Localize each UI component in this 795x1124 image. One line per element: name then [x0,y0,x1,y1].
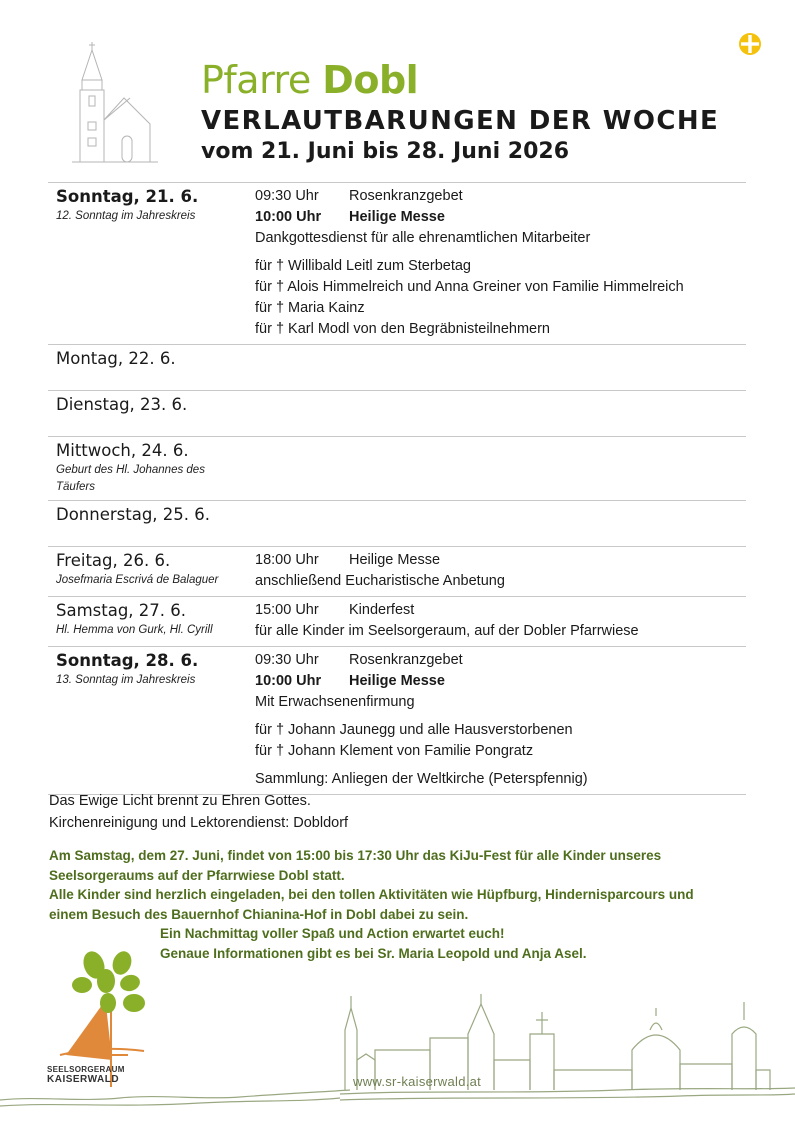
liturgical-note: Geburt des Hl. Johannes des [56,464,205,476]
day-name: Dienstag, 23. 6. [56,395,188,414]
note-line: Kirchenreinigung und Lektorendienst: Dobldorf [49,815,349,831]
event-line [255,186,746,207]
day-column [48,186,255,340]
event-text: für † Karl Modl von den Begräbnisteilnehmern [255,321,550,337]
day-row [48,183,746,345]
day-name: Freitag, 26. 6. [56,551,171,570]
event-text: für † Willibald Leitl zum Sterbetag [255,258,471,274]
event-text: Heilige Messe [349,209,445,225]
liturgical-note: Josefmaria Escrivá de Balaguer [56,574,219,586]
announcement-line: Am Samstag, dem 27. Juni, findet von 15:00 bis 17:30 Uhr das KiJu-Fest für alle Kinder unseres [49,848,662,863]
event-text: Mit Erwachsenenfirmung [255,694,415,710]
website-link[interactable]: www.sr-kaiserwald.at [353,1074,482,1089]
day-row [48,597,746,647]
event-line [255,650,746,671]
day-column [48,348,255,386]
events-column [255,600,746,642]
announcement-line: Ein Nachmittag voller Spaß und Action erwartet euch! [160,926,505,941]
day-name: Sonntag, 21. 6. [56,187,199,206]
event-time: 15:00 Uhr [255,602,319,618]
event-line [255,571,746,592]
event-line [255,769,746,790]
event-text: für † Alois Himmelreich und Anna Greiner von Familie Himmelreich [255,279,684,295]
day-column [48,550,255,592]
parish-prefix: Pfarre [201,58,311,102]
event-time: 10:00 Uhr [255,673,322,689]
announcement-line: Seelsorgeraums auf der Pfarrwiese Dobl statt. [49,867,345,883]
event-line [255,692,746,713]
event-line [255,207,746,228]
events-column [255,348,746,386]
logo-wordmark-bottom: KAISERWALD [47,1074,120,1085]
day-column [48,440,255,496]
day-column [48,650,255,790]
spacer [255,249,746,256]
page-header [201,58,719,167]
events-column [255,650,746,790]
event-text: für † Johann Jaunegg und alle Hausverstorbenen [255,722,573,738]
event-line [255,671,746,692]
spacer [255,713,746,720]
general-notes [49,790,348,834]
event-line [255,298,746,319]
church-icon [72,40,158,168]
liturgical-note: Täufers [56,481,95,493]
event-time: 18:00 Uhr [255,552,319,568]
event-text: Rosenkranzgebet [349,188,463,204]
parish-title [201,58,719,102]
liturgical-note: Hl. Hemma von Gurk, Hl. Cyrill [56,624,213,636]
event-text: Heilige Messe [349,673,445,689]
day-row [48,647,746,795]
diocese-cross-logo [738,32,762,56]
day-name: Samstag, 27. 6. [56,601,187,620]
spacer [255,762,746,769]
announcement-line: Genaue Informationen gibt es bei Sr. Maria Leopold und Anja Asel. [160,945,587,961]
event-text: Kinderfest [349,602,415,618]
events-column [255,504,746,542]
weekly-schedule [48,182,746,795]
event-time: 09:30 Uhr [255,188,319,204]
event-line [255,319,746,340]
event-line [255,741,746,762]
event-text: für alle Kinder im Seelsorgeraum, auf der Dobler Pfarrwiese [255,623,639,639]
event-line [255,228,746,249]
day-row [48,391,746,437]
event-line [255,720,746,741]
event-text: Rosenkranzgebet [349,652,463,668]
announcement-line: einem Besuch des Bauernhof Chianina-Hof in Dobl dabei zu sein. [49,906,469,922]
day-column [48,504,255,542]
day-name: Donnerstag, 25. 6. [56,505,211,524]
day-row [48,501,746,547]
events-column [255,394,746,432]
event-line [255,550,746,571]
parish-name: Dobl [322,58,419,102]
day-name: Montag, 22. 6. [56,349,176,368]
event-text: für † Maria Kainz [255,300,365,316]
event-time: 10:00 Uhr [255,209,322,225]
event-text: für † Johann Klement von Familie Pongratz [255,743,534,759]
day-column [48,600,255,642]
day-name: Sonntag, 28. 6. [56,651,199,670]
day-row [48,345,746,391]
events-column [255,186,746,340]
logo-wordmark-top: SEELSORGERAUM [47,1065,125,1074]
event-text: Sammlung: Anliegen der Weltkirche (Peterspfennig) [255,771,588,787]
note-line: Das Ewige Licht brennt zu Ehren Gottes. [49,793,311,809]
page-title: VERLAUTBARUNGEN DER WOCHE [201,106,720,136]
event-text: Dankgottesdienst für alle ehrenamtlichen Mitarbeiter [255,230,591,246]
announcement-line: Alle Kinder sind herzlich eingeladen, bei den tollen Aktivitäten wie Hüpfburg, Hindernisparcours und [49,887,694,902]
event-line [255,256,746,277]
event-line [255,621,746,642]
events-column [255,440,746,496]
day-column [48,394,255,432]
day-row [48,437,746,501]
date-range: vom 21. Juni bis 28. Juni 2026 [201,139,569,164]
liturgical-note: 13. Sonntag im Jahreskreis [56,674,196,686]
event-line [255,600,746,621]
event-line [255,277,746,298]
event-text: Heilige Messe [349,552,441,568]
event-time: 09:30 Uhr [255,652,319,668]
day-row [48,547,746,597]
liturgical-note: 12. Sonntag im Jahreskreis [56,210,196,222]
event-text: anschließend Eucharistische Anbetung [255,573,505,589]
events-column [255,550,746,592]
day-name: Mittwoch, 24. 6. [56,441,189,460]
